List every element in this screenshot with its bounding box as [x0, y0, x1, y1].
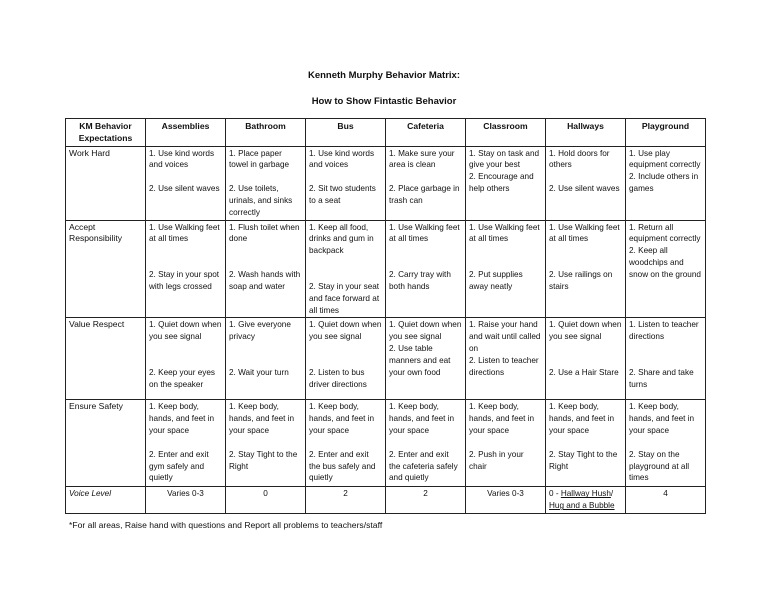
- expectation-item: 2. Use silent waves: [549, 184, 620, 194]
- cell-spacer: [549, 245, 622, 269]
- column-header-hallways: Hallways: [546, 119, 626, 147]
- voice-level-hallways: [546, 487, 626, 514]
- cell-hallways: [546, 146, 626, 220]
- expectation-item: 1. Place paper towel in garbage: [229, 148, 290, 170]
- expectation-item: 1. Make sure your area is clean: [389, 148, 455, 170]
- table-row: [66, 146, 706, 220]
- cell-spacer: [389, 437, 462, 449]
- cell-spacer: [469, 437, 542, 449]
- expectation-item: 1. Use Walking feet at all times: [389, 222, 460, 244]
- expectation-item: 1. Keep body, hands, and feet in your space: [309, 402, 375, 435]
- expectation-item: 1. Keep body, hands, and feet in your space: [229, 402, 295, 435]
- expectation-item: 1. Give everyone privacy: [229, 320, 291, 342]
- cell-spacer: [149, 437, 222, 449]
- expectation-item: 1. Use kind words and voices: [149, 148, 215, 170]
- expectation-item: 2. Enter and exit the cafeteria safely and quietly: [389, 449, 458, 483]
- expectation-item: 2. Wash hands with soap and water: [229, 270, 301, 291]
- voice-level-bathroom: 0: [226, 487, 306, 514]
- cell-playground: [626, 400, 706, 487]
- cell-spacer: [309, 437, 382, 449]
- expectation-item: 1. Keep body, hands, and feet in your space: [629, 402, 695, 435]
- cell-hallways: [546, 220, 626, 318]
- expectation-item: 1. Listen to teacher directions: [629, 320, 699, 342]
- voice-level-classroom: Varies 0-3: [466, 487, 546, 514]
- cell-classroom: [466, 146, 546, 220]
- expectation-item: 1. Keep body, hands, and feet in your space: [389, 402, 455, 435]
- hallways-voice-prefix: 0 -: [549, 489, 561, 499]
- expectation-item: 2. Listen to teacher directions: [469, 355, 539, 377]
- hug-and-a-bubble-link[interactable]: Hug and a Bubble: [549, 501, 615, 511]
- expectation-item: 2. Stay Tight to the Right: [229, 449, 298, 471]
- expectation-item: 1. Use play equipment correctly: [629, 148, 701, 170]
- expectation-item: 2. Keep your eyes on the speaker: [149, 367, 215, 389]
- voice-level-bus: 2: [306, 487, 386, 514]
- expectation-item: 2. Use toilets, urinals, and sinks correctly: [229, 184, 293, 217]
- cell-spacer: [469, 245, 542, 269]
- cell-spacer: [149, 171, 222, 183]
- cell-playground: [626, 220, 706, 318]
- voice-level-cafeteria: 2: [386, 487, 466, 514]
- cell-bus: [306, 220, 386, 318]
- expectation-item: 2. Enter and exit gym safely and quietly: [149, 449, 209, 483]
- table-row: [66, 400, 706, 487]
- cell-spacer: [549, 171, 622, 183]
- cell-spacer: [309, 257, 382, 281]
- cell-hallways: [546, 400, 626, 487]
- expectation-item: 1. Raise your hand and wait until called on: [469, 320, 541, 353]
- hallway-hush-link[interactable]: Hallway Hush: [560, 489, 611, 499]
- footnote: *For all areas, Raise hand with questions and Report all problems to teachers/staff: [69, 520, 383, 530]
- cell-bus: [306, 400, 386, 487]
- expectation-item: 1. Keep body, hands, and feet in your space: [469, 402, 535, 435]
- cell-bathroom: [226, 146, 306, 220]
- voice-level-assemblies: Varies 0-3: [146, 487, 226, 514]
- expectation-item: 2. Use table manners and eat your own food: [389, 343, 451, 377]
- matrix-title: Kenneth Murphy Behavior Matrix:: [307, 70, 461, 81]
- expectation-item: 1. Use Walking feet at all times: [469, 222, 540, 244]
- expectation-item: 2. Enter and exit the bus safely and quietly: [309, 449, 376, 483]
- cell-spacer: [309, 171, 382, 183]
- cell-spacer: [629, 437, 702, 449]
- expectation-item: 2. Stay in your spot with legs crossed: [149, 270, 220, 291]
- expectation-item: 2. Share and take turns: [629, 367, 694, 389]
- column-header-assemblies: Assemblies: [146, 119, 226, 147]
- cell-assemblies: [146, 318, 226, 400]
- cell-classroom: [466, 400, 546, 487]
- expectation-item: 1. Quiet down when you see signal: [309, 320, 382, 342]
- expectation-item: 1. Quiet down when you see signal: [149, 320, 222, 342]
- voice-level-playground: 4: [626, 487, 706, 514]
- row-header: Ensure Safety: [66, 400, 146, 487]
- hallways-voice-separator: /: [610, 489, 614, 499]
- cell-bus: [306, 318, 386, 400]
- cell-classroom: [466, 318, 546, 400]
- expectation-item: 2. Use a Hair Stare: [549, 367, 619, 377]
- behavior-matrix-table: [65, 118, 706, 514]
- expectation-item: 2. Keep all woodchips and snow on the ground: [629, 246, 701, 279]
- voice-level-label: Voice Level: [66, 487, 146, 514]
- expectation-item: 1. Quiet down when you see signal: [549, 320, 622, 342]
- cell-cafeteria: [386, 318, 466, 400]
- expectation-item: 1. Stay on task and give your best: [469, 148, 540, 170]
- expectation-item: 2. Wait your turn: [229, 367, 289, 377]
- table-row: [66, 318, 706, 400]
- cell-spacer: [149, 245, 222, 269]
- expectation-item: 2. Stay in your seat and face forward at all times: [309, 281, 380, 315]
- expectation-item: 2. Listen to bus driver directions: [309, 367, 367, 389]
- expectation-item: 1. Use Walking feet at all times: [549, 222, 620, 244]
- expectation-item: 1. Hold doors for others: [549, 148, 610, 170]
- column-header-classroom: Classroom: [466, 119, 546, 147]
- table-row: [66, 220, 706, 318]
- matrix-subtitle: How to Show Fintastic Behavior: [311, 96, 457, 107]
- cell-assemblies: [146, 146, 226, 220]
- cell-hallways: [546, 318, 626, 400]
- cell-spacer: [229, 343, 302, 367]
- expectation-item: 2. Include others in games: [629, 172, 699, 193]
- matrix-body: [66, 146, 706, 513]
- expectation-item: 1. Return all equipment correctly: [629, 222, 701, 244]
- row-header: Value Respect: [66, 318, 146, 400]
- voice-level-row: [66, 487, 706, 514]
- cell-spacer: [229, 171, 302, 183]
- cell-bathroom: [226, 220, 306, 318]
- expectation-item: 1. Flush toilet when done: [229, 222, 300, 244]
- cell-spacer: [549, 343, 622, 367]
- expectation-item: 2. Stay on the playground at all times: [629, 449, 690, 483]
- cell-cafeteria: [386, 146, 466, 220]
- column-header-bathroom: Bathroom: [226, 119, 306, 147]
- cell-spacer: [549, 437, 622, 449]
- cell-bus: [306, 146, 386, 220]
- cell-cafeteria: [386, 400, 466, 487]
- cell-spacer: [229, 437, 302, 449]
- cell-classroom: [466, 220, 546, 318]
- cell-spacer: [629, 343, 702, 367]
- expectation-item: 2. Encourage and help others: [469, 172, 534, 193]
- expectation-item: 1. Use kind words and voices: [309, 148, 375, 170]
- row-header: Work Hard: [66, 146, 146, 220]
- expectation-item: 1. Use Walking feet at all times: [149, 222, 220, 244]
- expectation-item: 2. Use railings on stairs: [549, 270, 613, 291]
- expectation-item: 2. Stay Tight to the Right: [549, 449, 618, 471]
- column-header-bus: Bus: [306, 119, 386, 147]
- expectation-item: 1. Keep body, hands, and feet in your space: [149, 402, 215, 435]
- cell-playground: [626, 318, 706, 400]
- expectation-item: 2. Use silent waves: [149, 184, 220, 194]
- cell-cafeteria: [386, 220, 466, 318]
- expectation-item: 2. Put supplies away neatly: [469, 270, 523, 291]
- expectation-item: 2. Sit two students to a seat: [309, 184, 376, 205]
- expectation-item: 2. Place garbage in trash can: [389, 184, 460, 205]
- expectation-item: 1. Keep all food, drinks and gum in backpack: [309, 222, 374, 256]
- column-header-playground: Playground: [626, 119, 706, 147]
- column-header-cafeteria: Cafeteria: [386, 119, 466, 147]
- cell-bathroom: [226, 400, 306, 487]
- expectation-item: 1. Keep body, hands, and feet in your space: [549, 402, 615, 435]
- cell-assemblies: [146, 400, 226, 487]
- cell-assemblies: [146, 220, 226, 318]
- header-row: [66, 119, 706, 147]
- expectation-item: 2. Carry tray with both hands: [389, 270, 451, 291]
- cell-spacer: [229, 245, 302, 269]
- cell-bathroom: [226, 318, 306, 400]
- corner-header: KM Behavior Expectations: [66, 119, 146, 147]
- expectation-item: 1. Quiet down when you see signal: [389, 320, 462, 342]
- cell-spacer: [389, 245, 462, 269]
- expectation-item: 2. Push in your chair: [469, 449, 524, 471]
- row-header: Accept Responsibility: [66, 220, 146, 318]
- cell-spacer: [389, 171, 462, 183]
- cell-playground: [626, 146, 706, 220]
- cell-spacer: [309, 343, 382, 367]
- cell-spacer: [149, 343, 222, 367]
